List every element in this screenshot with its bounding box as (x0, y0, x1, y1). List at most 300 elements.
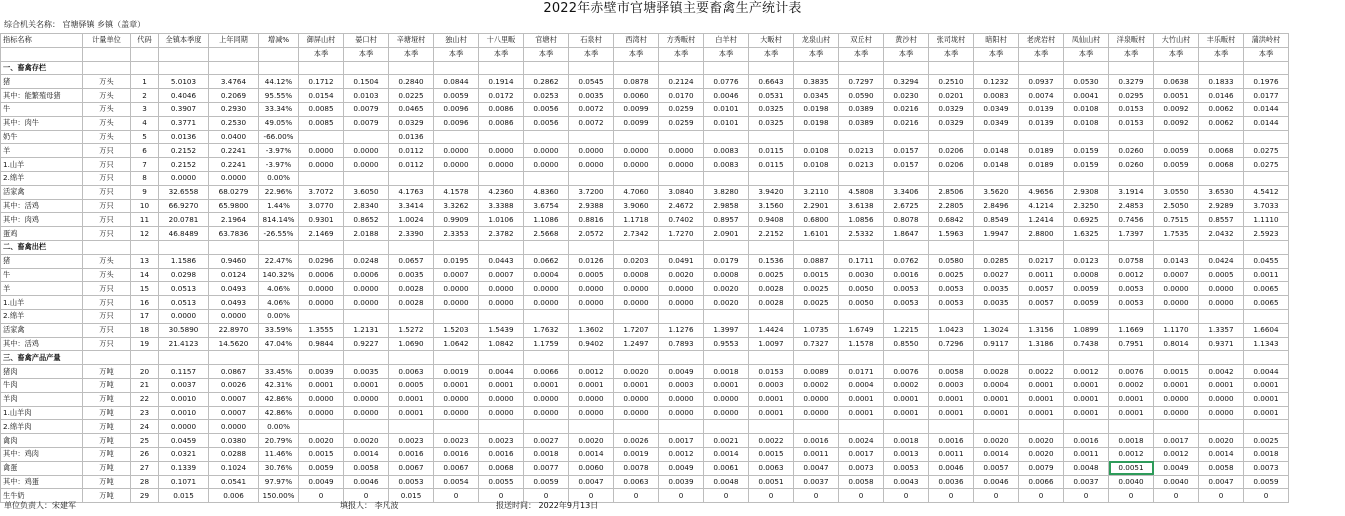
table-cell[interactable]: 0.0349 (974, 116, 1019, 130)
table-cell[interactable]: 本季 (1154, 47, 1199, 61)
table-cell[interactable]: 0.1536 (749, 254, 794, 268)
table-cell[interactable]: 0.0047 (1199, 475, 1244, 489)
table-cell[interactable]: 本季 (659, 47, 704, 61)
table-cell[interactable] (344, 130, 389, 144)
table-cell[interactable]: 19 (131, 337, 159, 351)
table-cell[interactable]: 0.8557 (1199, 213, 1244, 227)
table-cell[interactable]: 0.0018 (1109, 434, 1154, 448)
table-cell[interactable]: 0.0061 (704, 461, 749, 475)
table-cell[interactable]: 0.0153 (1109, 102, 1154, 116)
table-cell[interactable]: 万头 (83, 89, 131, 103)
table-cell[interactable]: 0.0867 (209, 365, 259, 379)
table-cell[interactable]: 12 (131, 227, 159, 241)
table-cell[interactable]: 0.1914 (479, 75, 524, 89)
table-cell[interactable]: 0.0000 (569, 392, 614, 406)
table-cell[interactable] (884, 351, 929, 365)
table-cell[interactable]: 2.2152 (749, 227, 794, 241)
table-cell[interactable]: 0.0022 (749, 434, 794, 448)
table-cell[interactable]: 2.5332 (839, 227, 884, 241)
table-cell[interactable]: -3.97% (259, 144, 299, 158)
table-cell[interactable]: 白羊村 (704, 34, 749, 48)
table-cell[interactable] (1109, 130, 1154, 144)
table-cell[interactable]: 24 (131, 420, 159, 434)
table-cell[interactable]: 0 (1109, 489, 1154, 503)
table-cell[interactable]: 0.0089 (794, 365, 839, 379)
table-cell[interactable]: 1.6101 (794, 227, 839, 241)
table-cell[interactable]: 2.9308 (1064, 185, 1109, 199)
table-cell[interactable]: 0.0023 (434, 434, 479, 448)
table-cell[interactable]: 0.0008 (614, 268, 659, 282)
table-cell[interactable]: 3.3262 (434, 199, 479, 213)
table-cell[interactable]: 0.0016 (389, 447, 434, 461)
table-cell[interactable]: 万只 (83, 337, 131, 351)
table-cell[interactable] (131, 240, 159, 254)
row-label-cell[interactable]: 其中：活鸡 (1, 337, 83, 351)
table-cell[interactable] (209, 61, 259, 75)
table-cell[interactable]: 0.7456 (1109, 213, 1154, 227)
table-cell[interactable]: 33.59% (259, 323, 299, 337)
row-label-cell[interactable]: 1.山羊肉 (1, 406, 83, 420)
table-cell[interactable]: 1.1086 (524, 213, 569, 227)
table-cell[interactable]: 1.1669 (1109, 323, 1154, 337)
table-cell[interactable]: 0.0000 (479, 392, 524, 406)
table-cell[interactable]: 3.0550 (1154, 185, 1199, 199)
table-cell[interactable]: 0.0060 (614, 89, 659, 103)
table-cell[interactable]: 0.7893 (659, 337, 704, 351)
table-cell[interactable]: 0.0001 (929, 392, 974, 406)
table-cell[interactable]: 4.9656 (1019, 185, 1064, 199)
table-cell[interactable]: 1.7632 (524, 323, 569, 337)
table-cell[interactable]: 0.0051 (1154, 89, 1199, 103)
table-cell[interactable]: 0.0020 (1019, 447, 1064, 461)
table-cell[interactable] (479, 309, 524, 323)
table-cell[interactable]: 0.0035 (974, 296, 1019, 310)
table-cell[interactable]: 1.0899 (1064, 323, 1109, 337)
table-cell[interactable]: 0.8550 (884, 337, 929, 351)
table-cell[interactable]: 0.0073 (839, 461, 884, 475)
table-cell[interactable]: 本季 (974, 47, 1019, 61)
table-cell[interactable]: 0.00% (259, 171, 299, 185)
table-cell[interactable]: 0.0124 (209, 268, 259, 282)
table-cell[interactable]: 0.3279 (1109, 75, 1154, 89)
table-cell[interactable]: 0.0002 (884, 378, 929, 392)
row-label-cell[interactable]: 指标名称 (1, 34, 83, 48)
table-cell[interactable]: 0.006 (209, 489, 259, 503)
table-cell[interactable]: 0.0491 (659, 254, 704, 268)
table-cell[interactable]: 0.0049 (1154, 461, 1199, 475)
table-cell[interactable]: 33.45% (259, 365, 299, 379)
table-cell[interactable]: 0.8014 (1154, 337, 1199, 351)
table-cell[interactable]: 0.0021 (704, 434, 749, 448)
table-cell[interactable]: 0.0143 (1154, 254, 1199, 268)
table-cell[interactable]: 本季 (344, 47, 389, 61)
table-cell[interactable]: 0.0001 (884, 392, 929, 406)
table-cell[interactable]: 0.0000 (524, 158, 569, 172)
table-cell[interactable]: 0.0001 (569, 378, 614, 392)
table-cell[interactable]: 2.0432 (1199, 227, 1244, 241)
table-cell[interactable]: 1.0842 (479, 337, 524, 351)
table-cell[interactable]: 0.0000 (659, 406, 704, 420)
table-cell[interactable]: 万头 (83, 116, 131, 130)
table-cell[interactable]: 2.8800 (1019, 227, 1064, 241)
table-cell[interactable]: 0.0000 (479, 282, 524, 296)
row-label-cell[interactable]: 其中：鸡肉 (1, 447, 83, 461)
table-cell[interactable]: 0.0086 (479, 102, 524, 116)
table-cell[interactable] (1244, 309, 1289, 323)
table-cell[interactable] (209, 351, 259, 365)
table-cell[interactable] (1199, 420, 1244, 434)
table-cell[interactable]: 0.0000 (209, 171, 259, 185)
table-cell[interactable]: 0.0079 (344, 102, 389, 116)
table-cell[interactable]: 20.0781 (159, 213, 209, 227)
table-cell[interactable]: 计量单位 (83, 34, 131, 48)
table-cell[interactable]: 0.0296 (299, 254, 344, 268)
table-cell[interactable]: 3.3414 (389, 199, 434, 213)
table-cell[interactable] (1199, 171, 1244, 185)
table-cell[interactable]: 2.6725 (884, 199, 929, 213)
table-cell[interactable]: 0.0056 (524, 102, 569, 116)
table-cell[interactable]: 11.46% (259, 447, 299, 461)
table-cell[interactable]: 0.0103 (344, 89, 389, 103)
table-cell[interactable] (1064, 351, 1109, 365)
table-cell[interactable]: 0.0035 (389, 268, 434, 282)
table-cell[interactable] (974, 171, 1019, 185)
table-cell[interactable]: 本季 (839, 47, 884, 61)
table-cell[interactable]: 0.2069 (209, 89, 259, 103)
table-cell[interactable]: 0.0063 (749, 461, 794, 475)
table-cell[interactable] (479, 420, 524, 434)
table-cell[interactable]: 0.0004 (839, 378, 884, 392)
table-cell[interactable]: 0.0027 (524, 434, 569, 448)
table-cell[interactable]: 0.2930 (209, 102, 259, 116)
table-cell[interactable]: 0.0001 (389, 392, 434, 406)
table-cell[interactable]: 0.0288 (209, 447, 259, 461)
table-cell[interactable]: 0.0003 (929, 378, 974, 392)
table-cell[interactable]: 0.015 (159, 489, 209, 503)
table-cell[interactable]: 0.0259 (659, 116, 704, 130)
table-cell[interactable]: 0.9301 (299, 213, 344, 227)
table-cell[interactable] (704, 351, 749, 365)
table-cell[interactable]: 0.6800 (794, 213, 839, 227)
table-cell[interactable]: 0.8652 (344, 213, 389, 227)
table-cell[interactable]: 大竹山村 (1154, 34, 1199, 48)
table-cell[interactable]: 0.0424 (1199, 254, 1244, 268)
table-cell[interactable]: 万只 (83, 185, 131, 199)
table-cell[interactable]: 1.2215 (884, 323, 929, 337)
table-cell[interactable]: 0.0011 (1019, 268, 1064, 282)
table-cell[interactable]: 0.0008 (704, 268, 749, 282)
table-cell[interactable] (299, 61, 344, 75)
table-cell[interactable]: 0 (1064, 489, 1109, 503)
table-cell[interactable] (259, 61, 299, 75)
table-cell[interactable]: 0.0065 (1244, 282, 1289, 296)
table-cell[interactable]: 0.0049 (299, 475, 344, 489)
table-cell[interactable] (299, 130, 344, 144)
table-cell[interactable]: 0.0015 (749, 447, 794, 461)
table-cell[interactable]: 万只 (83, 213, 131, 227)
table-cell[interactable]: 0.0057 (974, 461, 1019, 475)
table-cell[interactable]: 22 (131, 392, 159, 406)
table-cell[interactable]: 97.97% (259, 475, 299, 489)
table-cell[interactable]: 0.0027 (974, 268, 1019, 282)
table-cell[interactable]: 0.0195 (434, 254, 479, 268)
table-cell[interactable]: 2.8506 (929, 185, 974, 199)
table-cell[interactable] (659, 61, 704, 75)
table-cell[interactable]: 0.0000 (614, 392, 659, 406)
table-cell[interactable]: 本季 (749, 47, 794, 61)
table-cell[interactable]: 3.8280 (704, 185, 749, 199)
table-cell[interactable]: 0.0006 (344, 268, 389, 282)
table-cell[interactable]: 0.0058 (839, 475, 884, 489)
table-cell[interactable]: 0.0000 (704, 392, 749, 406)
table-cell[interactable]: 0.0000 (794, 392, 839, 406)
table-cell[interactable]: 6 (131, 144, 159, 158)
table-cell[interactable]: 0.0329 (929, 102, 974, 116)
table-cell[interactable]: 3.7200 (569, 185, 614, 199)
table-cell[interactable]: 大畈村 (749, 34, 794, 48)
table-cell[interactable]: 2.5050 (1154, 199, 1199, 213)
table-cell[interactable]: 1.1276 (659, 323, 704, 337)
table-cell[interactable]: 0.0000 (479, 406, 524, 420)
table-cell[interactable] (884, 171, 929, 185)
table-cell[interactable]: 30.5890 (159, 323, 209, 337)
table-cell[interactable]: 0.0638 (1154, 75, 1199, 89)
table-cell[interactable]: 0.0012 (1109, 268, 1154, 282)
table-cell[interactable]: 0.0018 (704, 365, 749, 379)
table-cell[interactable]: -26.55% (259, 227, 299, 241)
table-cell[interactable] (704, 130, 749, 144)
table-cell[interactable]: 0 (749, 489, 794, 503)
table-cell[interactable] (929, 309, 974, 323)
table-cell[interactable] (83, 240, 131, 254)
table-cell[interactable]: 本季 (1109, 47, 1154, 61)
table-cell[interactable]: 0 (1154, 489, 1199, 503)
table-cell[interactable]: 0.00% (259, 420, 299, 434)
table-cell[interactable]: 0.9402 (569, 337, 614, 351)
table-cell[interactable] (1109, 240, 1154, 254)
table-cell[interactable]: 1 (131, 75, 159, 89)
table-cell[interactable]: 2.0901 (704, 227, 749, 241)
table-cell[interactable]: 万只 (83, 323, 131, 337)
table-cell[interactable]: 3.6530 (1199, 185, 1244, 199)
table-cell[interactable]: 0.0380 (209, 434, 259, 448)
table-cell[interactable]: 0.0001 (614, 378, 659, 392)
table-cell[interactable]: 0.3771 (159, 116, 209, 130)
table-cell[interactable]: 0.0016 (434, 447, 479, 461)
table-cell[interactable]: 0.0060 (569, 461, 614, 475)
table-cell[interactable] (794, 309, 839, 323)
table-cell[interactable]: 0.0000 (524, 392, 569, 406)
table-cell[interactable]: 0.0001 (704, 378, 749, 392)
table-cell[interactable]: 2.4853 (1109, 199, 1154, 213)
table-cell[interactable]: 2.5668 (524, 227, 569, 241)
table-cell[interactable]: 0.0108 (794, 144, 839, 158)
table-cell[interactable]: 0.0201 (929, 89, 974, 103)
table-cell[interactable]: 0.0000 (1154, 296, 1199, 310)
table-cell[interactable]: 0.0170 (659, 89, 704, 103)
table-cell[interactable]: 2.4672 (659, 199, 704, 213)
table-cell[interactable]: 0.0039 (659, 475, 704, 489)
table-cell[interactable]: 0.0762 (884, 254, 929, 268)
table-cell[interactable]: 0.0329 (389, 116, 434, 130)
table-cell[interactable]: 5 (131, 130, 159, 144)
table-cell[interactable]: 0.0011 (1244, 268, 1289, 282)
table-cell[interactable]: 0.0068 (1199, 144, 1244, 158)
table-cell[interactable] (344, 171, 389, 185)
table-cell[interactable]: 0 (344, 489, 389, 503)
table-cell[interactable]: -3.97% (259, 158, 299, 172)
table-cell[interactable]: 0.0059 (524, 475, 569, 489)
table-cell[interactable] (704, 240, 749, 254)
table-cell[interactable] (614, 351, 659, 365)
table-cell[interactable]: 御屏山村 (299, 34, 344, 48)
table-cell[interactable]: 1.5963 (929, 227, 974, 241)
table-cell[interactable]: 2.9388 (569, 199, 614, 213)
table-cell[interactable]: 0.0079 (344, 116, 389, 130)
table-cell[interactable]: 0.0580 (929, 254, 974, 268)
table-cell[interactable]: 0.0000 (659, 296, 704, 310)
table-cell[interactable]: 0.0844 (434, 75, 479, 89)
table-cell[interactable]: 0.7951 (1109, 337, 1154, 351)
table-cell[interactable]: 0.0101 (704, 102, 749, 116)
table-cell[interactable] (1199, 240, 1244, 254)
table-cell[interactable]: 0.0198 (794, 102, 839, 116)
table-cell[interactable]: 7 (131, 158, 159, 172)
table-cell[interactable]: 0.0157 (884, 158, 929, 172)
table-cell[interactable]: 3.1560 (749, 199, 794, 213)
table-cell[interactable]: 万吨 (83, 406, 131, 420)
table-cell[interactable] (434, 420, 479, 434)
table-cell[interactable]: 1.3186 (1019, 337, 1064, 351)
table-cell[interactable] (299, 420, 344, 434)
table-cell[interactable]: 26 (131, 447, 159, 461)
table-cell[interactable]: 0.0012 (1154, 447, 1199, 461)
table-cell[interactable]: 0.0063 (614, 475, 659, 489)
table-cell[interactable]: 0.0028 (749, 282, 794, 296)
row-label-cell[interactable]: 其中：能繁殖母猪 (1, 89, 83, 103)
table-cell[interactable] (479, 351, 524, 365)
table-cell[interactable]: 0.0005 (1199, 268, 1244, 282)
table-cell[interactable]: 0.0014 (344, 447, 389, 461)
table-cell[interactable]: 0.0058 (929, 365, 974, 379)
table-cell[interactable]: 0.0007 (1154, 268, 1199, 282)
table-cell[interactable]: 本季 (1199, 47, 1244, 61)
table-cell[interactable]: 1.0097 (749, 337, 794, 351)
row-label-cell[interactable]: 奶牛 (1, 130, 83, 144)
table-cell[interactable]: 0.0758 (1109, 254, 1154, 268)
table-cell[interactable]: 0.0285 (974, 254, 1019, 268)
table-cell[interactable] (209, 47, 259, 61)
table-cell[interactable] (1199, 351, 1244, 365)
table-cell[interactable]: 万吨 (83, 489, 131, 503)
table-cell[interactable]: 2.2901 (794, 199, 839, 213)
table-cell[interactable]: 双丘村 (839, 34, 884, 48)
table-cell[interactable]: 0.0012 (569, 365, 614, 379)
table-cell[interactable]: 0.9909 (434, 213, 479, 227)
table-cell[interactable] (259, 351, 299, 365)
table-cell[interactable] (1199, 130, 1244, 144)
table-cell[interactable]: 0.0062 (1199, 102, 1244, 116)
table-cell[interactable]: 0.0000 (434, 144, 479, 158)
table-cell[interactable]: 1.2131 (344, 323, 389, 337)
table-cell[interactable] (1019, 351, 1064, 365)
row-label-cell[interactable] (1, 47, 83, 61)
table-cell[interactable]: 11 (131, 213, 159, 227)
table-cell[interactable]: 0.0014 (1199, 447, 1244, 461)
table-cell[interactable]: 0.0057 (1019, 296, 1064, 310)
table-cell[interactable]: 0.0001 (1109, 392, 1154, 406)
table-cell[interactable]: 0.0216 (884, 116, 929, 130)
table-cell[interactable] (794, 130, 839, 144)
row-label-cell[interactable]: 其中：鸡蛋 (1, 475, 83, 489)
table-cell[interactable]: 0.1712 (299, 75, 344, 89)
table-cell[interactable]: 0.0213 (839, 144, 884, 158)
table-cell[interactable] (1244, 130, 1289, 144)
table-cell[interactable]: 65.9800 (209, 199, 259, 213)
table-cell[interactable]: 代码 (131, 34, 159, 48)
table-cell[interactable]: 2.8340 (344, 199, 389, 213)
table-cell[interactable]: 0.0493 (209, 282, 259, 296)
table-cell[interactable] (1019, 240, 1064, 254)
table-cell[interactable] (1019, 130, 1064, 144)
table-cell[interactable]: 0.7402 (659, 213, 704, 227)
table-cell[interactable] (929, 171, 974, 185)
table-cell[interactable]: 0.0010 (159, 392, 209, 406)
table-cell[interactable]: 0.0159 (1064, 158, 1109, 172)
table-cell[interactable]: 0.0017 (1154, 434, 1199, 448)
table-cell[interactable]: 0.0050 (839, 296, 884, 310)
table-cell[interactable]: 0.0000 (614, 282, 659, 296)
table-cell[interactable] (1064, 171, 1109, 185)
table-cell[interactable] (884, 420, 929, 434)
table-cell[interactable] (749, 309, 794, 323)
table-cell[interactable]: 0.0000 (479, 144, 524, 158)
table-cell[interactable]: 1.8647 (884, 227, 929, 241)
table-cell[interactable]: 4 (131, 116, 159, 130)
table-cell[interactable]: 0.0878 (614, 75, 659, 89)
table-cell[interactable]: 1.1718 (614, 213, 659, 227)
table-cell[interactable]: -66.00% (259, 130, 299, 144)
table-cell[interactable] (1064, 130, 1109, 144)
table-cell[interactable]: 1.44% (259, 199, 299, 213)
table-cell[interactable]: 0.0513 (159, 282, 209, 296)
table-cell[interactable]: 0.0325 (749, 102, 794, 116)
table-cell[interactable]: 0.0025 (794, 282, 839, 296)
table-cell[interactable]: 0.0025 (794, 296, 839, 310)
table-cell[interactable]: 0.1504 (344, 75, 389, 89)
table-cell[interactable]: 蒲洪岭村 (1244, 34, 1289, 48)
table-cell[interactable]: 0.0059 (1064, 296, 1109, 310)
row-label-cell[interactable]: 禽肉 (1, 434, 83, 448)
table-cell[interactable]: 0.0004 (974, 378, 1019, 392)
table-cell[interactable]: 0.0085 (299, 116, 344, 130)
table-cell[interactable]: 0.0112 (389, 144, 434, 158)
table-cell[interactable]: 3.7072 (299, 185, 344, 199)
table-cell[interactable] (704, 61, 749, 75)
table-cell[interactable]: 0.0028 (749, 296, 794, 310)
table-cell[interactable]: 1.3555 (299, 323, 344, 337)
table-cell[interactable]: 0.1339 (159, 461, 209, 475)
table-cell[interactable]: 0.0020 (704, 296, 749, 310)
table-cell[interactable]: 0.0099 (614, 102, 659, 116)
table-cell[interactable]: 0.0035 (974, 282, 1019, 296)
table-cell[interactable]: 0.0030 (839, 268, 884, 282)
table-cell[interactable] (299, 240, 344, 254)
table-cell[interactable]: 3.4764 (209, 75, 259, 89)
row-label-cell[interactable]: 活家禽 (1, 323, 83, 337)
table-cell[interactable]: 21.4123 (159, 337, 209, 351)
table-cell[interactable] (659, 309, 704, 323)
